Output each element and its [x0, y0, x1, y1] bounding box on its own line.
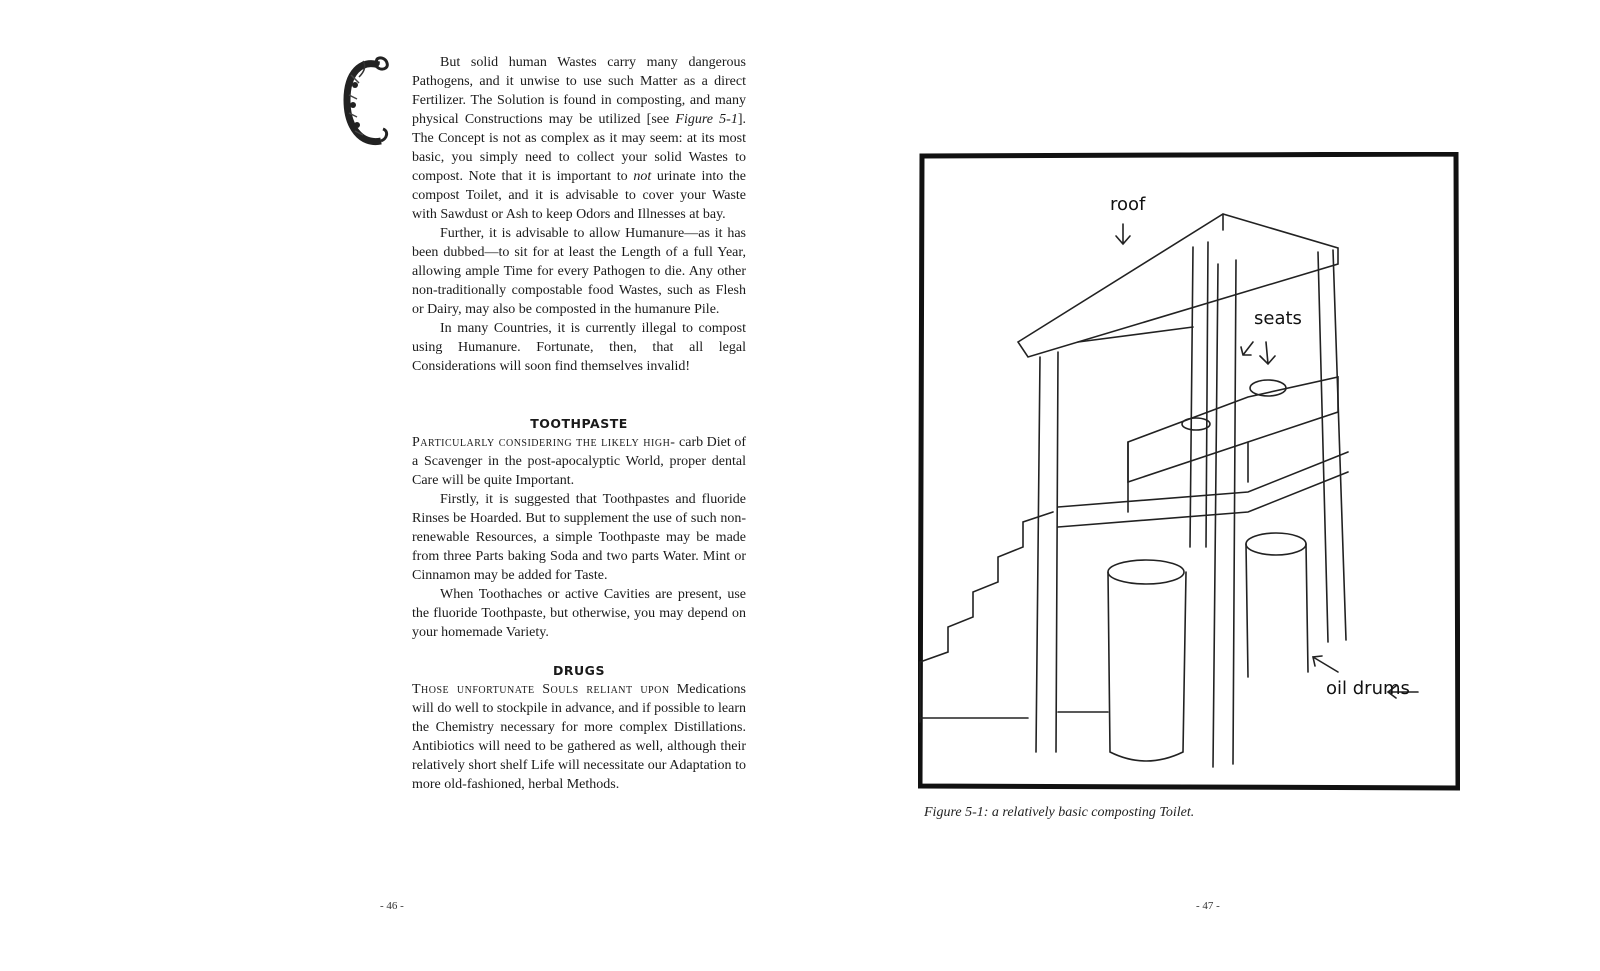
toothpaste-paragraph: When Toothaches or active Cavities are present, use the fluoride Toothpaste, but otherwise, you may depend on your homemade Variety.: [412, 587, 746, 640]
composting-toilet-sketch: [918, 152, 1460, 792]
toothpaste-lead-paragraph: [412, 433, 746, 490]
toothpaste-heading: TOOTHPASTE: [530, 416, 628, 431]
text-segment: ]. The Concept is not as complex as it may seem: at its most basic, you simply need to collect your solid Wastes to compost. Note that it is important to: [412, 112, 746, 184]
text-segment: urinate into the compost Toilet, and it is advisable to cover your Waste with Sawdust or Ash to keep Odors and Illnesses at bay.: [412, 169, 746, 222]
page-number-left: - 46 -: [380, 900, 404, 912]
toothpaste-lead-smallcaps: Particularly considering the likely high-: [412, 435, 676, 450]
drugs-lead-text: Medications will do well to stockpile in advance, and if possible to learn the Chemistry necessary for more complex Distillations. Antibiotics will need to be gathered as well, although their relatively short shelf Life will necessitate our Adaptation to more old-fashioned, herbal Methods.: [412, 682, 746, 792]
text-segment: In many Countries, it is currently illegal to compost using Humanure. Fortunate, then, that all legal Considerations will soon find themselves invalid!: [412, 321, 746, 374]
drugs-lead-smallcaps: Those unfortunate Souls reliant upon: [412, 682, 670, 697]
intro-paragraphs: [412, 53, 746, 376]
figure-caption: Figure 5-1: a relatively basic composting Toilet.: [924, 805, 1195, 820]
roof-label: roof: [1110, 194, 1146, 215]
toothpaste-paragraph: Firstly, it is suggested that Toothpastes and fluoride Rinses be Hoarded. But to supplement the use of such non-renewable Resources, a simple Toothpaste may be made from three Parts baking Soda and two parts Water. Mint or Cinnamon may be added for Taste.: [412, 492, 746, 583]
body-paragraph: [412, 224, 746, 319]
right-page: [800, 0, 1600, 971]
body-paragraph: [412, 319, 746, 376]
page-number-right: - 47 -: [1196, 900, 1220, 912]
italic-text: Figure 5-1: [675, 112, 738, 127]
drugs-heading: DRUGS: [553, 663, 605, 678]
drugs-lead-paragraph: [412, 680, 746, 794]
text-segment: Further, it is advisable to allow Humanure—as it has been dubbed—to sit for at least the Length of a full Year, allowing ample Time for every Pathogen to die. Any other non-traditionally compostable food Wastes, such as Flesh or Dairy, may also be composted in the humanure Pile.: [412, 226, 746, 317]
seats-label: seats: [1254, 308, 1302, 329]
italic-text: not: [633, 169, 652, 184]
left-text-column: [412, 53, 746, 794]
toothpaste-lead-text: carb Diet of a Scavenger in the post-apocalyptic World, proper dental Care will be quite Important.: [412, 435, 746, 488]
ornamental-dropcap-c-icon: [341, 55, 389, 150]
body-paragraph: [412, 53, 746, 224]
oil-drums-label: oil drums: [1326, 678, 1410, 699]
text-segment: But solid human Wastes carry many dangerous Pathogens, and it unwise to use such Matter as a direct Fertilizer. The Solution is found in composting, and many physical Constructions may be utilized [see: [412, 55, 746, 127]
